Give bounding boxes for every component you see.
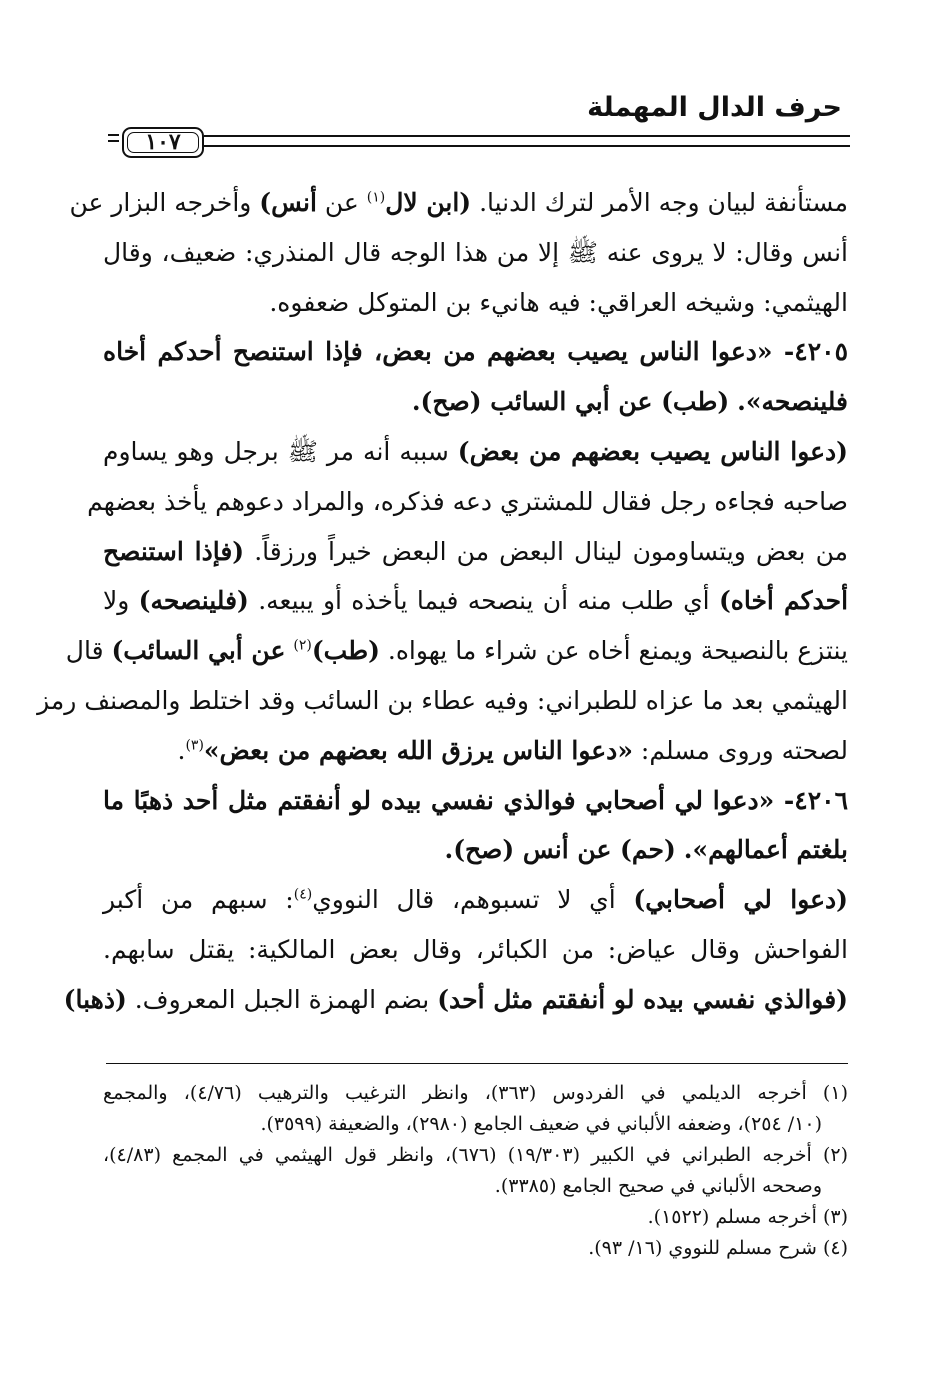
footnote-3: (٣) أخرجه مسلم (١٥٢٢). — [647, 1206, 848, 1228]
footnotes — [103, 1078, 848, 1264]
page-number: ١٠٧ — [145, 129, 181, 155]
text-line: الهيثمي: وشيخه العراقي: فيه هانيء بن المتوكل ضعفوه. — [269, 287, 848, 317]
text-line: الفواحش وقال عياض: من الكبائر، وقال بعض المالكية: يقتل سابهم. — [103, 934, 848, 964]
text-line: مستأنفة لبيان وجه الأمر لترك الدنيا. (ابن لال$^{(١)}$ عن أنس) وأخرجه البزار عن — [69, 188, 848, 217]
footnote-4: (٤) شرح مسلم للنووي (١٦/ ٩٣). — [588, 1237, 848, 1259]
text-line: (فوالذي نفسي بيده لو أنفقتم مثل أحد) بضم الهمزة الجبل المعروف. (ذهبا) — [63, 984, 848, 1014]
footnote-1-cont: (١٠/ ٢٥٤)، وضعفه الألباني في ضعيف الجامع (٢٩٨٠)، والضعيفة (٣٥٩٩). — [260, 1113, 822, 1135]
text-line: (دعوا لي أصحابي) أي لا تسبوهم، قال النووي$^{(٤)}$: سبهم من أكبر — [103, 885, 848, 915]
header-rule — [108, 126, 850, 156]
text-line: لصحته وروى مسلم: «دعوا الناس يرزق الله بعضهم من بعض»$^{(٣)}$. — [177, 735, 848, 765]
rule-end-mark — [108, 134, 119, 136]
page-number-frame — [122, 127, 204, 158]
rule-end-mark — [108, 140, 119, 142]
footnote-2: (٢) أخرجه الطبراني في الكبير (١٩/٣٠٣) (٦٧٦)، وانظر قول الهيثمي في المجمع (٤/٨٣)، — [103, 1144, 849, 1166]
footnote-1: (١) أخرجه الديلمي في الفردوس (٣٦٣)، وانظر الترغيب والترهيب (٤/٧٦)، والمجمع — [103, 1082, 848, 1104]
running-title: حرف الدال المهملة — [587, 92, 842, 123]
main-text — [37, 178, 849, 1025]
hadith-4205: ٤٢٠٥- «دعوا الناس يصيب بعضهم من بعض، فإذا استنصح أحدكم أخاه — [103, 337, 848, 367]
text-line: صاحبه فجاءه رجل فقال للمشتري دعه فذكره، والمراد دعوهم يأخذ بعضهم — [87, 486, 848, 516]
hadith-4206: ٤٢٠٦- «دعوا لي أصحابي فوالذي نفسي بيده لو أنفقتم مثل أحد ذهبًا ما — [103, 785, 848, 815]
footnote-separator — [106, 1063, 848, 1064]
double-rule-line — [204, 135, 850, 147]
text-line: أنس وقال: لا يروى عنه ﷺ إلا من هذا الوجه قال المنذري: ضعيف، وقال — [103, 237, 848, 267]
text-line: من بعض ويتساومون لينال البعض من البعض خيراً ورزقاً. (فإذا استنصح — [103, 536, 849, 566]
text-line: أحدكم أخاه) أي طلب منه أن ينصحه فيما يأخذه أو يبيعه. (فلينصحه) ولا — [103, 586, 849, 616]
footnote-2-cont: وصححه الألباني في صحيح الجامع (٣٣٨٥). — [494, 1175, 822, 1197]
text-line: (دعوا الناس يصيب بعضهم من بعض) سببه أنه مر ﷺ برجل وهو يساوم — [103, 436, 848, 466]
text-line: بلغتم أعمالهم». (حم) عن أنس (صح). — [444, 835, 848, 865]
text-line: ينتزع بالنصيحة ويمنع أخاه عن شراء ما يهواه. (طب)$^{(٢)}$ عن أبي السائب) قال — [65, 636, 848, 666]
text-line: الهيثمي بعد ما عزاه للطبراني: وفيه عطاء بن السائب وقد اختلط والمصنف رمز — [37, 685, 848, 715]
text-line: فلينصحه». (طب) عن أبي السائب (صح). — [411, 387, 848, 417]
